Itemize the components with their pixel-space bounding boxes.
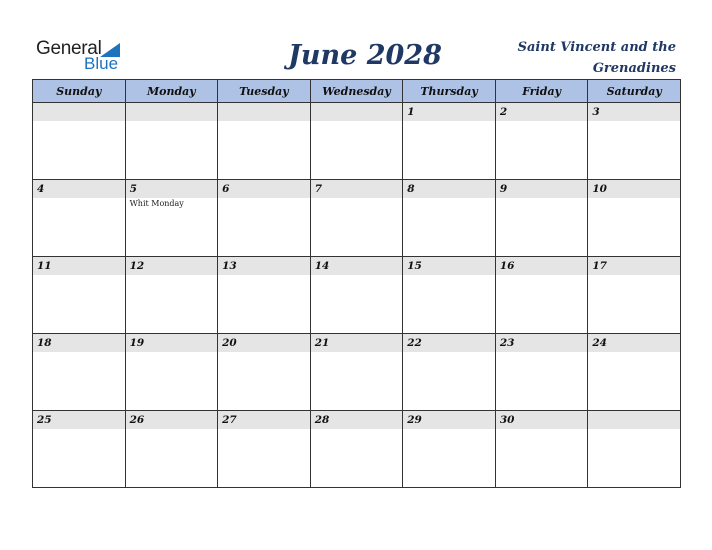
- day-event: [496, 121, 588, 122]
- day-event: [126, 121, 218, 122]
- weekday-header: Friday: [495, 80, 588, 103]
- day-event: [126, 275, 218, 276]
- day-event: [33, 275, 125, 276]
- day-number: [311, 103, 403, 121]
- weekday-header: Wednesday: [310, 80, 403, 103]
- day-number: 10: [588, 180, 680, 198]
- region-line-2: Grenadines: [592, 61, 676, 76]
- day-event: [588, 429, 680, 430]
- weekday-header: Thursday: [403, 80, 496, 103]
- day-event: [33, 352, 125, 353]
- day-event: [311, 429, 403, 430]
- day-number: 14: [311, 257, 403, 275]
- logo-general-text: General: [36, 38, 102, 59]
- day-event: [588, 198, 680, 199]
- region-name: [476, 37, 676, 79]
- day-number: 20: [218, 334, 310, 352]
- day-cell: [310, 103, 403, 180]
- day-cell: [588, 257, 681, 334]
- day-event: [126, 429, 218, 430]
- day-cell: [495, 334, 588, 411]
- weekday-header-row: [33, 80, 681, 103]
- day-number: 18: [33, 334, 125, 352]
- day-cell: [218, 180, 311, 257]
- week-row: [33, 180, 681, 257]
- day-event: [311, 198, 403, 199]
- weekday-header: Saturday: [588, 80, 681, 103]
- day-event: [403, 275, 495, 276]
- week-row: [33, 257, 681, 334]
- day-number: 28: [311, 411, 403, 429]
- day-event: [403, 198, 495, 199]
- day-cell: [588, 180, 681, 257]
- day-cell: [403, 180, 496, 257]
- day-event: [496, 275, 588, 276]
- day-cell: [33, 103, 126, 180]
- weekday-header: Sunday: [33, 80, 126, 103]
- day-cell: [403, 103, 496, 180]
- day-cell: [310, 334, 403, 411]
- day-number: 12: [126, 257, 218, 275]
- day-cell: [33, 180, 126, 257]
- day-cell: [125, 180, 218, 257]
- day-number: 21: [311, 334, 403, 352]
- day-number: 23: [496, 334, 588, 352]
- day-cell: [218, 257, 311, 334]
- day-event: [218, 121, 310, 122]
- day-event: [218, 275, 310, 276]
- week-row: [33, 103, 681, 180]
- day-cell: [588, 103, 681, 180]
- day-number: 17: [588, 257, 680, 275]
- day-cell: [125, 411, 218, 488]
- day-cell: [125, 257, 218, 334]
- day-event: [311, 121, 403, 122]
- day-cell: [310, 180, 403, 257]
- day-number: [126, 103, 218, 121]
- day-event: [33, 198, 125, 199]
- day-number: 8: [403, 180, 495, 198]
- day-cell: [310, 257, 403, 334]
- day-cell: [125, 103, 218, 180]
- week-row: [33, 411, 681, 488]
- day-number: 25: [33, 411, 125, 429]
- day-event: [218, 352, 310, 353]
- day-number: 9: [496, 180, 588, 198]
- day-event: [588, 352, 680, 353]
- day-cell: [218, 334, 311, 411]
- day-cell: [403, 411, 496, 488]
- day-number: 16: [496, 257, 588, 275]
- day-number: 2: [496, 103, 588, 121]
- day-cell: [495, 180, 588, 257]
- day-cell: [495, 257, 588, 334]
- day-event: [496, 352, 588, 353]
- day-event: [403, 121, 495, 122]
- day-cell: [403, 334, 496, 411]
- day-cell: [125, 334, 218, 411]
- day-number: 26: [126, 411, 218, 429]
- day-number: 19: [126, 334, 218, 352]
- day-cell: [33, 334, 126, 411]
- day-cell: [33, 257, 126, 334]
- calendar-grid: [32, 79, 681, 488]
- day-cell: [218, 103, 311, 180]
- day-event: [33, 121, 125, 122]
- day-number: 4: [33, 180, 125, 198]
- weekday-header: Tuesday: [218, 80, 311, 103]
- day-event: [218, 198, 310, 199]
- day-number: 11: [33, 257, 125, 275]
- day-event: [403, 429, 495, 430]
- weekday-header: Monday: [125, 80, 218, 103]
- day-cell: [33, 411, 126, 488]
- day-number: 27: [218, 411, 310, 429]
- day-event: [311, 352, 403, 353]
- day-number: 29: [403, 411, 495, 429]
- day-number: 24: [588, 334, 680, 352]
- day-event: [126, 352, 218, 353]
- day-event: [403, 352, 495, 353]
- day-number: [218, 103, 310, 121]
- day-number: 13: [218, 257, 310, 275]
- logo: [36, 38, 136, 74]
- day-number: 1: [403, 103, 495, 121]
- day-cell: [495, 411, 588, 488]
- day-number: 3: [588, 103, 680, 121]
- day-number: [588, 411, 680, 429]
- day-event: [496, 198, 588, 199]
- day-number: 7: [311, 180, 403, 198]
- day-event: [218, 429, 310, 430]
- day-cell: [310, 411, 403, 488]
- day-cell: [588, 334, 681, 411]
- day-number: 15: [403, 257, 495, 275]
- day-number: 30: [496, 411, 588, 429]
- day-number: 22: [403, 334, 495, 352]
- day-number: [33, 103, 125, 121]
- page-title: June 2028: [288, 40, 442, 71]
- day-cell: [403, 257, 496, 334]
- day-event: [311, 275, 403, 276]
- day-event: [496, 429, 588, 430]
- region-line-1: Saint Vincent and the: [517, 40, 676, 55]
- day-event: Whit Monday: [129, 199, 184, 208]
- day-event: [33, 429, 125, 430]
- calendar-body: [33, 103, 681, 488]
- day-cell: [588, 411, 681, 488]
- day-event: [588, 275, 680, 276]
- logo-blue-text: Blue: [84, 54, 119, 73]
- day-number: 5: [126, 180, 218, 198]
- week-row: [33, 334, 681, 411]
- day-cell: [495, 103, 588, 180]
- day-number: 6: [218, 180, 310, 198]
- day-cell: [218, 411, 311, 488]
- day-event: [588, 121, 680, 122]
